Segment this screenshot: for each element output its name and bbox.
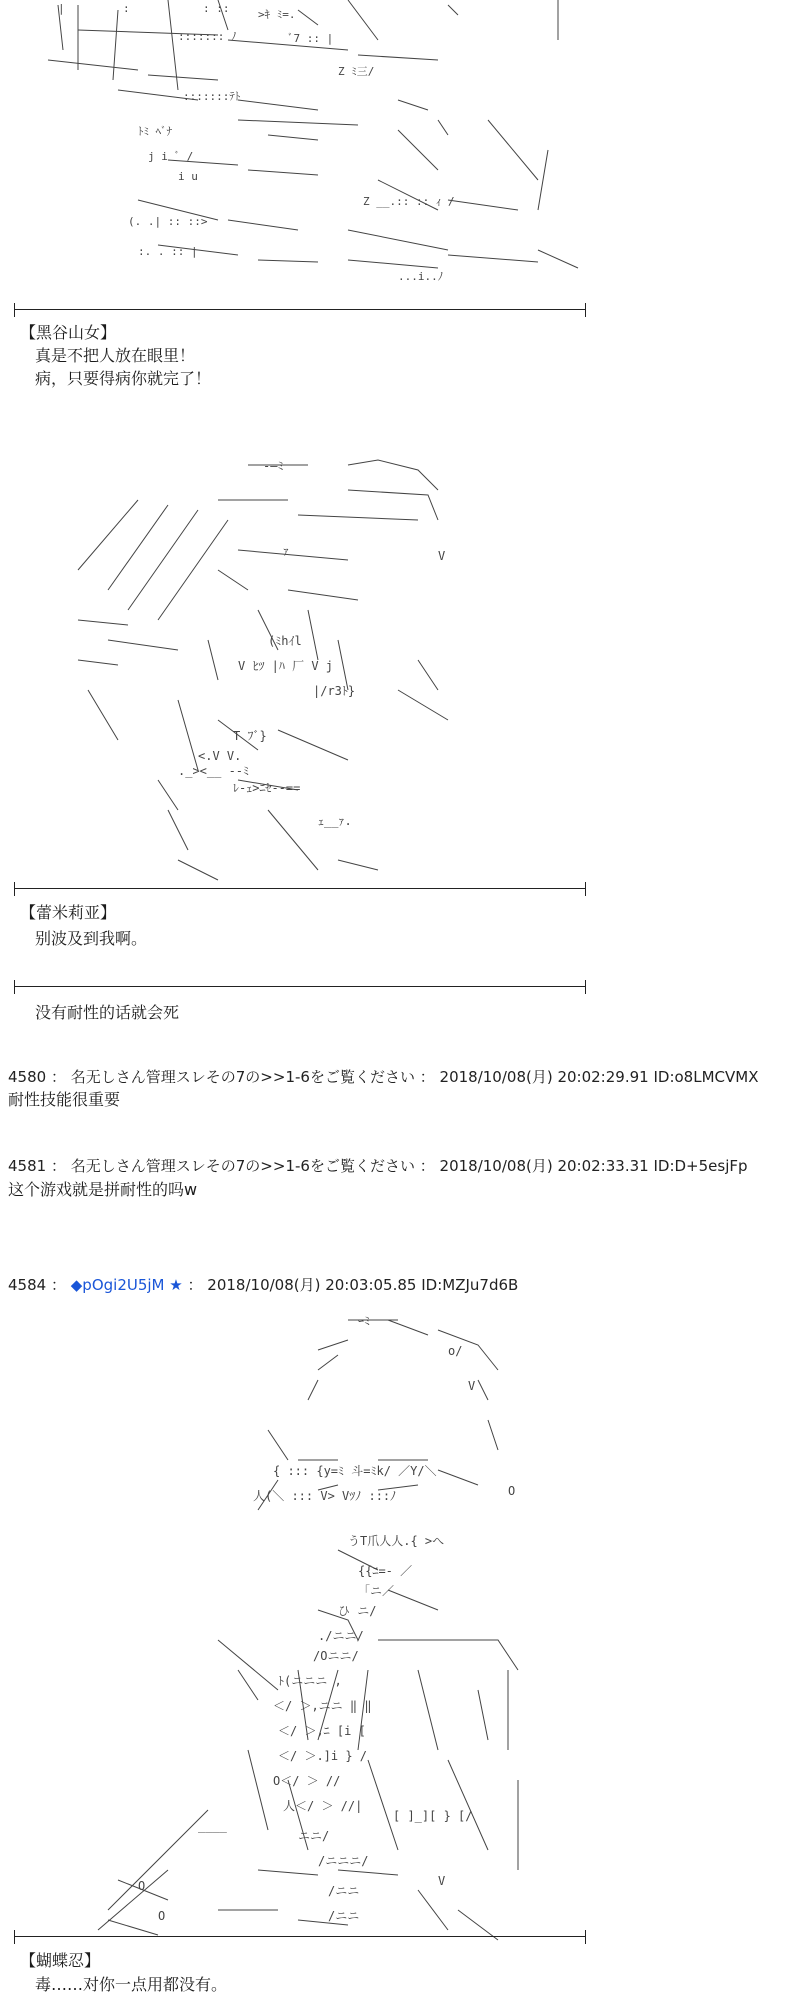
post-date: 2018/10/08(月) 20:02:33.31 (439, 1157, 649, 1175)
post-number: 4580 (8, 1068, 47, 1086)
post-author[interactable]: 名无しさん管理スレその7の>>1-6をご覧ください (70, 1157, 415, 1175)
dialogue-line: 毒……对你一点用都没有。 (35, 1975, 228, 1994)
post-separator: ： (50, 1276, 66, 1294)
divider-tick (14, 980, 15, 994)
post-id: ID:o8LMCVMX (653, 1068, 759, 1086)
svg-text:: ::: : :: (203, 2, 230, 15)
speaker-label: 【蝴蝶忍】 (20, 1951, 101, 1970)
post-header (8, 1156, 748, 1176)
svg-text:O＜/ ＞ //: O＜/ ＞ // (273, 1774, 341, 1788)
ascii-art-scene-2 (18, 450, 588, 890)
svg-text:...i..ﾉ: ...i..ﾉ (398, 270, 444, 283)
divider (14, 882, 586, 896)
svg-text:/ニニニ/: /ニニニ/ (318, 1854, 369, 1868)
svg-text:{ ::: {y=ﾐ 斗=ﾐk/ ／Y/＼: { ::: {y=ﾐ 斗=ﾐk/ ／Y/＼ (273, 1464, 437, 1478)
svg-text:/Oニニ/: /Oニニ/ (313, 1649, 359, 1663)
divider (14, 980, 586, 994)
divider-tick (14, 1930, 15, 1944)
svg-text:人(＼ ::: V> Vﾂﾉ :::ﾉ: 人(＼ ::: V> Vﾂﾉ :::ﾉ (253, 1489, 397, 1503)
svg-text:|/r3ﾄ}: |/r3ﾄ} (313, 684, 356, 698)
post-separator: ： (419, 1068, 435, 1086)
svg-text:____: ____ (198, 1819, 227, 1833)
svg-text:-―ﾐ: -―ﾐ (263, 459, 284, 473)
svg-text:i u: i u (178, 170, 198, 183)
svg-text:O: O (158, 1909, 166, 1923)
svg-text:T ﾌﾞ}: T ﾌﾞ} (233, 729, 267, 743)
svg-text:o/: o/ (448, 1344, 463, 1358)
divider (14, 1930, 586, 1944)
divider-tick (585, 882, 586, 896)
post-header (8, 1067, 758, 1087)
svg-text:Z __.:: :: ｨ /: Z __.:: :: ｨ / (363, 195, 455, 208)
post-separator: ： (419, 1157, 435, 1175)
svg-text:/ニニ: /ニニ (328, 1909, 360, 1923)
post-trip[interactable]: ◆pOgi2U5jM ★ (70, 1276, 183, 1294)
svg-text:ｰﾐ: ｰﾐ (358, 1314, 371, 1328)
post-date: 2018/10/08(月) 20:03:05.85 (207, 1276, 417, 1294)
svg-text:ﾄ(ニニニ ,: ﾄ(ニニニ , (278, 1674, 342, 1688)
svg-text:._><__ --ﾐ: ._><__ --ﾐ (178, 764, 250, 778)
divider-tick (585, 303, 586, 317)
svg-text:O: O (138, 1879, 146, 1893)
post-header (8, 1275, 518, 1295)
post-id: ID:MZJu7d6B (421, 1276, 519, 1294)
svg-text:O: O (508, 1484, 516, 1498)
svg-text:＜/ ＞.]i } /: ＜/ ＞.]i } / (278, 1749, 368, 1763)
svg-text::. . :: |: :. . :: | (138, 245, 198, 258)
post-number: 4581 (8, 1157, 47, 1175)
svg-text:(. .| :: ::>: (. .| :: ::> (128, 215, 208, 228)
dialogue-line: 没有耐性的话就会死 (35, 1003, 180, 1022)
svg-text::: : (123, 2, 130, 15)
post-number: 4584 (8, 1276, 47, 1294)
speaker-label: 【蕾米莉亚】 (20, 903, 117, 922)
svg-text:V ﾋﾂ |ﾊ 厂 V j: V ﾋﾂ |ﾊ 厂 V j (238, 659, 334, 673)
svg-text:人＜/ ＞ //|: 人＜/ ＞ //| (283, 1799, 363, 1813)
svg-text:V: V (438, 1874, 446, 1888)
svg-text:ﾚ-ｪ>ﾆｾ--==: ﾚ-ｪ>ﾆｾ--== (233, 781, 301, 795)
divider-line (14, 309, 586, 310)
svg-text:/ニニ: /ニニ (328, 1884, 360, 1898)
svg-text:＜/ ＞,ﾆ [i [: ＜/ ＞,ﾆ [i [ (278, 1724, 366, 1738)
svg-text:ニニ/: ニニ/ (298, 1829, 330, 1843)
svg-text:うT爪人人.{ >へ: うT爪人人.{ >へ (348, 1534, 445, 1548)
svg-text:j i ﾞ /: j i ﾞ / (148, 150, 194, 163)
dialogue-line: 病，只要得病你就完了！ (35, 369, 212, 388)
divider-tick (14, 882, 15, 896)
post-date: 2018/10/08(月) 20:02:29.91 (439, 1068, 649, 1086)
speaker-label: 【黑谷山女】 (20, 323, 117, 342)
post-author[interactable]: 名无しさん管理スレその7の>>1-6をご覧ください (70, 1068, 415, 1086)
svg-text:V: V (438, 549, 446, 563)
dialogue-line: 真是不把人放在眼里！ (35, 346, 196, 365)
svg-text:V: V (468, 1379, 476, 1393)
divider-tick (585, 1930, 586, 1944)
svg-text::::::::ﾃﾄ: :::::::ﾃﾄ (183, 90, 241, 103)
svg-text:ﾄﾐ ﾍﾞﾅ: ﾄﾐ ﾍﾞﾅ (138, 125, 173, 138)
svg-text:(ﾐhｲl: (ﾐhｲl (268, 634, 302, 648)
svg-text:Z ﾐ三/: Z ﾐ三/ (338, 65, 375, 78)
ascii-art-scene-3 (18, 1310, 588, 1950)
svg-text:ｪ__ｧ.: ｪ__ｧ. (318, 814, 352, 828)
post-separator: ： (187, 1276, 203, 1294)
svg-text:＜/ ＞,ニニ ‖ ‖: ＜/ ＞,ニニ ‖ ‖ (273, 1699, 372, 1713)
post-body: 这个游戏就是拼耐性的吗w (8, 1180, 198, 1199)
post-id: ID:D+5esjFp (653, 1157, 748, 1175)
svg-text:::::::: ﾉ: ::::::: ﾉ (178, 30, 237, 43)
divider-line (14, 986, 586, 987)
divider (14, 303, 586, 317)
divider-line (14, 888, 586, 889)
svg-text:「ニ／: 「ニ／ (358, 1584, 395, 1598)
divider-tick (585, 980, 586, 994)
divider-line (14, 1936, 586, 1937)
post-separator: ： (50, 1068, 66, 1086)
svg-text:{{ﾆ=- ／: {{ﾆ=- ／ (358, 1564, 413, 1578)
svg-text:ｧ: ｧ (283, 544, 290, 558)
svg-text:[ ]_][ } [/: [ ]_][ } [/ (393, 1809, 473, 1823)
dialogue-line: 别波及到我啊。 (35, 929, 148, 948)
svg-text:<.V V.: <.V V. (198, 749, 242, 763)
ascii-art-scene-1 (18, 0, 588, 300)
post-separator: ： (50, 1157, 66, 1175)
svg-text:ひ ニ/: ひ ニ/ (338, 1604, 377, 1618)
svg-text:./ニニ/: ./ニニ/ (318, 1629, 364, 1643)
svg-text:|: | (58, 2, 65, 15)
svg-text:>ｷ ﾐ=.: >ｷ ﾐ=. (258, 8, 296, 21)
divider-tick (14, 303, 15, 317)
post-body: 耐性技能很重要 (8, 1090, 121, 1109)
svg-text:ﾞ7 :: |: ﾞ7 :: | (288, 32, 334, 45)
